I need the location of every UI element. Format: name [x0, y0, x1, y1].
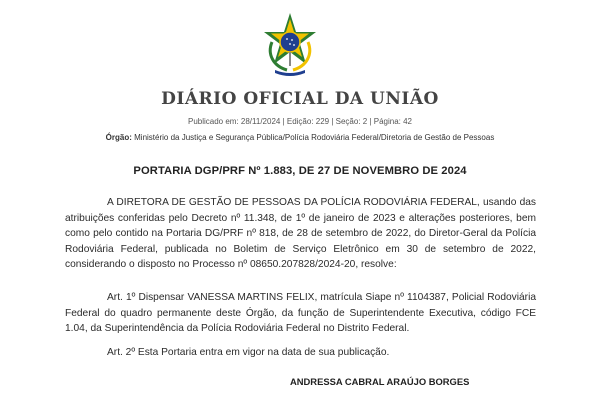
brazil-coat-of-arms-icon — [263, 12, 317, 78]
publication-meta: Publicado em: 28/11/2024 | Edição: 229 | Seção: 2 | Página: 42 — [187, 117, 413, 126]
signatory-name: ANDRESSA CABRAL ARAÚJO BORGES — [290, 376, 470, 387]
article-1-paragraph: Art. 1º Dispensar VANESSA MARTINS FELIX, matrícula Siape nº 1104387, Policial Rodoviária Federal do quadro permanente deste Órgão, da função de Superintendente Executiva, código FCE 1.04, da Superintendência da Polícia Rodoviária Federal no Distrito Federal. — [65, 292, 536, 335]
portaria-title: PORTARIA DGP/PRF Nº 1.883, DE 27 DE NOVEMBRO DE 2024 — [133, 165, 467, 177]
article-2-paragraph: Art. 2º Esta Portaria entra em vigor na data de sua publicação. — [107, 347, 390, 358]
issuing-body-label: Órgão: — [105, 133, 132, 142]
issuing-body — [0, 133, 600, 142]
preamble-paragraph: A DIRETORA DE GESTÃO DE PESSOAS DA POLÍCIA RODOVIÁRIA FEDERAL, usando das atribuições conferidas pelo Decreto nº 11.348, de 1º de janeiro de 2023 e alterações posteriores, bem como pelo contido na Portaria DG/PRF nº 818, de 28 de setembro de 2022, do Diretor-Geral da Polícia Rodoviária Federal, publicada no Boletim de Serviço Eletrônico em 30 de setembro de 2022, considerando o disposto no Processo nº 08650.207828/2024-20, resolve: — [65, 197, 536, 271]
publication-title: DIÁRIO OFICIAL DA UNIÃO — [161, 89, 439, 109]
issuing-body-value: Ministério da Justiça e Segurança Pública/Polícia Rodoviária Federal/Diretoria de Gestão de Pessoas — [134, 133, 495, 142]
